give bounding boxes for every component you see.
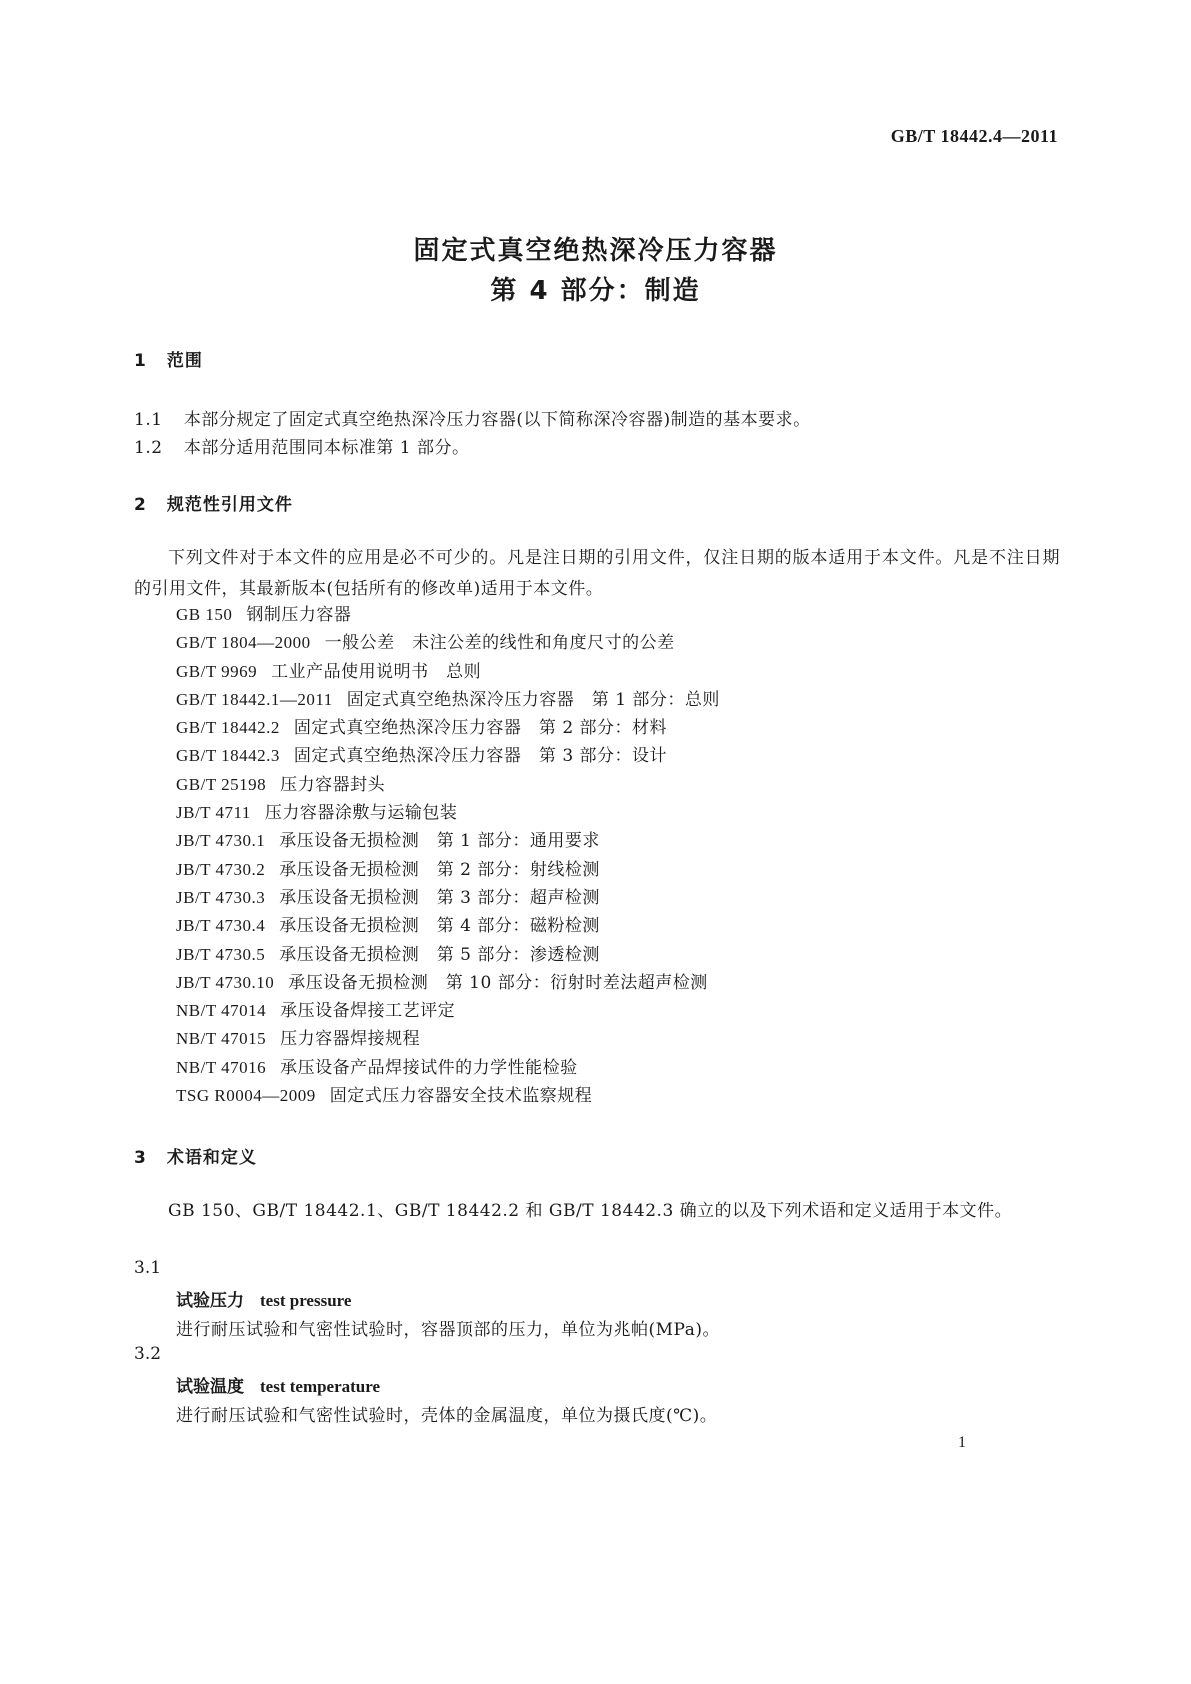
reference-item bbox=[176, 629, 720, 657]
standard-number: GB/T 18442.4—2011 bbox=[890, 126, 1058, 146]
document-subtitle: 第 4 部分：制造 bbox=[490, 276, 701, 306]
reference-code: NB/T 47016 bbox=[176, 1057, 267, 1077]
reference-code: TSG R0004—2009 bbox=[176, 1086, 316, 1106]
reference-code: JB/T 4730.3 bbox=[176, 887, 266, 907]
reference-item bbox=[176, 912, 720, 940]
term-title-zh: 试验压力 bbox=[176, 1291, 244, 1311]
term-title-zh: 试验温度 bbox=[176, 1377, 244, 1397]
term-number: 3.2 bbox=[134, 1344, 162, 1364]
reference-code: GB/T 1804—2000 bbox=[176, 633, 311, 653]
term-title bbox=[176, 1286, 351, 1311]
section-title: 范围 bbox=[166, 351, 203, 371]
reference-title: 工业产品使用说明书 总则 bbox=[271, 661, 482, 682]
document-title: 固定式真空绝热深冷压力容器 bbox=[413, 236, 778, 266]
reference-item bbox=[176, 856, 720, 884]
reference-item bbox=[176, 601, 720, 629]
section-heading-terms-definitions bbox=[134, 1143, 257, 1168]
reference-item bbox=[176, 1054, 720, 1082]
reference-title: 承压设备无损检测 第 2 部分：射线检测 bbox=[279, 859, 600, 880]
reference-title: 承压设备无损检测 第 4 部分：磁粉检测 bbox=[279, 916, 600, 937]
term-title-en: test temperature bbox=[260, 1377, 381, 1396]
reference-title: 承压设备无损检测 第 3 部分：超声检测 bbox=[279, 887, 600, 908]
reference-item bbox=[176, 827, 720, 855]
term-definition: 进行耐压试验和气密性试验时，容器顶部的压力，单位为兆帕(MPa)。 bbox=[176, 1320, 720, 1340]
section-number: 3 bbox=[134, 1148, 147, 1168]
term-definition: 进行耐压试验和气密性试验时，壳体的金属温度，单位为摄氏度(℃)。 bbox=[176, 1406, 718, 1426]
reference-item bbox=[176, 686, 720, 714]
term-title-en: test pressure bbox=[260, 1291, 352, 1310]
reference-item bbox=[176, 997, 720, 1025]
clause-text: 本部分适用范围同本标准第 1 部分。 bbox=[183, 438, 470, 458]
section-title: 术语和定义 bbox=[166, 1148, 257, 1168]
reference-title: 承压设备无损检测 第 5 部分：渗透检测 bbox=[279, 944, 600, 965]
reference-title: 固定式压力容器安全技术监察规程 bbox=[329, 1086, 593, 1107]
term-number: 3.1 bbox=[134, 1258, 162, 1278]
reference-title: 压力容器焊接规程 bbox=[280, 1029, 421, 1050]
reference-code: NB/T 47014 bbox=[176, 1001, 267, 1021]
term-title bbox=[176, 1372, 380, 1397]
page-number: 1 bbox=[958, 1434, 966, 1451]
reference-title: 承压设备无损检测 第 10 部分：衍射时差法超声检测 bbox=[288, 972, 708, 993]
reference-item bbox=[176, 941, 720, 969]
clause-1-2 bbox=[134, 433, 470, 458]
reference-item bbox=[176, 884, 720, 912]
reference-code: JB/T 4730.1 bbox=[176, 831, 266, 851]
clause-number: 1.1 bbox=[134, 410, 163, 430]
reference-item bbox=[176, 714, 720, 742]
reference-item bbox=[176, 799, 720, 827]
reference-code: JB/T 4730.5 bbox=[176, 944, 266, 964]
reference-code: GB/T 18442.2 bbox=[176, 718, 280, 738]
reference-item bbox=[176, 1082, 720, 1110]
reference-title: 固定式真空绝热深冷压力容器 第 1 部分：总则 bbox=[346, 689, 720, 710]
reference-title: 钢制压力容器 bbox=[246, 605, 352, 625]
clause-text: 本部分规定了固定式真空绝热深冷压力容器(以下简称深冷容器)制造的基本要求。 bbox=[183, 410, 811, 430]
reference-title: 压力容器封头 bbox=[280, 774, 386, 795]
reference-item bbox=[176, 771, 720, 799]
section-title: 规范性引用文件 bbox=[166, 495, 293, 515]
reference-item bbox=[176, 969, 720, 997]
clause-1-1 bbox=[134, 405, 811, 430]
reference-title: 压力容器涂敷与运输包装 bbox=[264, 803, 458, 824]
reference-title: 一般公差 未注公差的线性和角度尺寸的公差 bbox=[324, 633, 675, 654]
reference-title: 固定式真空绝热深冷压力容器 第 2 部分：材料 bbox=[293, 718, 668, 739]
reference-item bbox=[176, 658, 720, 686]
reference-code: GB/T 25198 bbox=[176, 774, 267, 794]
section-heading-normative-references bbox=[134, 490, 293, 515]
reference-code: GB/T 18442.1—2011 bbox=[176, 689, 333, 709]
reference-code: GB 150 bbox=[176, 605, 233, 624]
clause-number: 1.2 bbox=[134, 438, 163, 458]
references-intro: 下列文件对于本文件的应用是必不可少的。凡是注日期的引用文件，仅注日期的版本适用于本文件。凡是不注日期的引用文件，其最新版本(包括所有的修改单)适用于本文件。 bbox=[134, 548, 1060, 599]
reference-code: JB/T 4730.10 bbox=[176, 972, 275, 992]
reference-title: 承压设备无损检测 第 1 部分：通用要求 bbox=[279, 831, 600, 852]
reference-code: JB/T 4730.4 bbox=[176, 916, 266, 936]
reference-title: 承压设备焊接工艺评定 bbox=[280, 1001, 456, 1022]
terms-intro: GB 150、GB/T 18442.1、GB/T 18442.2 和 GB/T 18442.3 确立的以及下列术语和定义适用于本文件。 bbox=[168, 1201, 1013, 1221]
section-heading-scope bbox=[134, 346, 203, 371]
reference-list bbox=[176, 601, 720, 1110]
reference-title: 承压设备产品焊接试件的力学性能检验 bbox=[280, 1057, 578, 1078]
reference-code: JB/T 4730.2 bbox=[176, 859, 266, 879]
reference-title: 固定式真空绝热深冷压力容器 第 3 部分：设计 bbox=[293, 746, 668, 767]
reference-code: GB/T 18442.3 bbox=[176, 746, 280, 766]
section-number: 1 bbox=[134, 351, 147, 371]
reference-code: JB/T 4711 bbox=[176, 803, 251, 823]
reference-code: NB/T 47015 bbox=[176, 1029, 267, 1049]
reference-code: GB/T 9969 bbox=[176, 661, 258, 681]
reference-item bbox=[176, 742, 720, 770]
section-number: 2 bbox=[134, 495, 147, 515]
reference-item bbox=[176, 1025, 720, 1053]
